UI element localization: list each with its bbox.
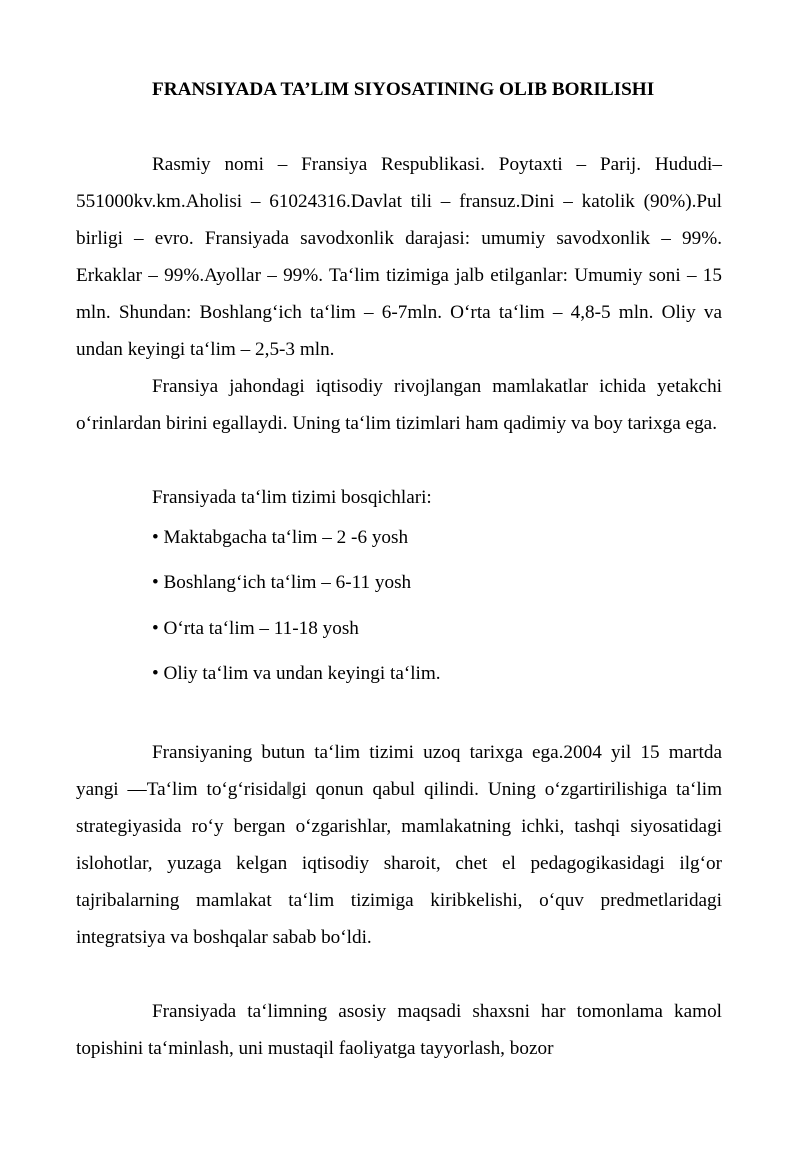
paragraph-france-economy: Fransiya jahondagi iqtisodiy rivojlangan mamlakatlar ichida yetakchi o‘rinlardan birini egallaydi. Uning ta‘lim tizimlari ham qadimiy va boy tarixga ega.: [76, 376, 722, 434]
stages-intro: Fransiyada ta‘lim tizimi bosqichlari:: [152, 487, 432, 508]
list-item-stage-secondary: • O‘rta ta‘lim – 11-18 yosh: [152, 618, 359, 639]
list-item-stage-primary: • Boshlang‘ich ta‘lim – 6-11 yosh: [152, 572, 412, 593]
document-title: FRANSIYADA TA’LIM SIYOSATINING OLIB BORILISHI: [152, 79, 655, 100]
paragraph-country-facts: Rasmiy nomi – Fransiya Respublikasi. Poytaxti – Parij. Hududi– 551000kv.km.Aholisi – 61024316.Davlat tili – fransuz.Dini – katolik (90%).Pul birligi – evro. Fransiyada savodxonlik darajasi: umumiy savodxonlik – 99%. Erkaklar – 99%.Ayollar – 99%. Ta‘lim tizimiga jalb etilganlar: Umumiy soni – 15 mln. Shundan: Boshlang‘ich ta‘lim – 6-7mln. O‘rta ta‘lim – 4,8-5 mln. Oliy va undan keyingi ta‘lim – 2,5-3 mln.: [76, 154, 722, 360]
paragraph-education-goal: Fransiyada ta‘limning asosiy maqsadi shaxsni har tomonlama kamol topishini ta‘minlash, uni mustaqil faoliyatga tayyorlash, bozor: [76, 1001, 722, 1059]
list-item-stage-preschool: • Maktabgacha ta‘lim – 2 -6 yosh: [152, 527, 409, 548]
paragraph-education-law: Fransiyaning butun ta‘lim tizimi uzoq tarixga ega.2004 yil 15 martda yangi ―Ta‘lim to‘g‘risida‖gi qonun qabul qilindi. Uning o‘zgartirilishiga ta‘lim strategiyasida ro‘y bergan o‘zgarishlar, mamlakatning ichki, tashqi siyosatidagi islohotlar, yuzaga kelgan iqtisodiy sharoit, chet el pedagogikasidagi ilg‘or tajribalarning mamlakat ta‘lim tizimiga kiribkelishi, o‘quv predmetlaridagi integratsiya va boshqalar sabab bo‘ldi.: [76, 742, 722, 948]
list-item-stage-higher: • Oliy ta‘lim va undan keyingi ta‘lim.: [152, 663, 441, 684]
